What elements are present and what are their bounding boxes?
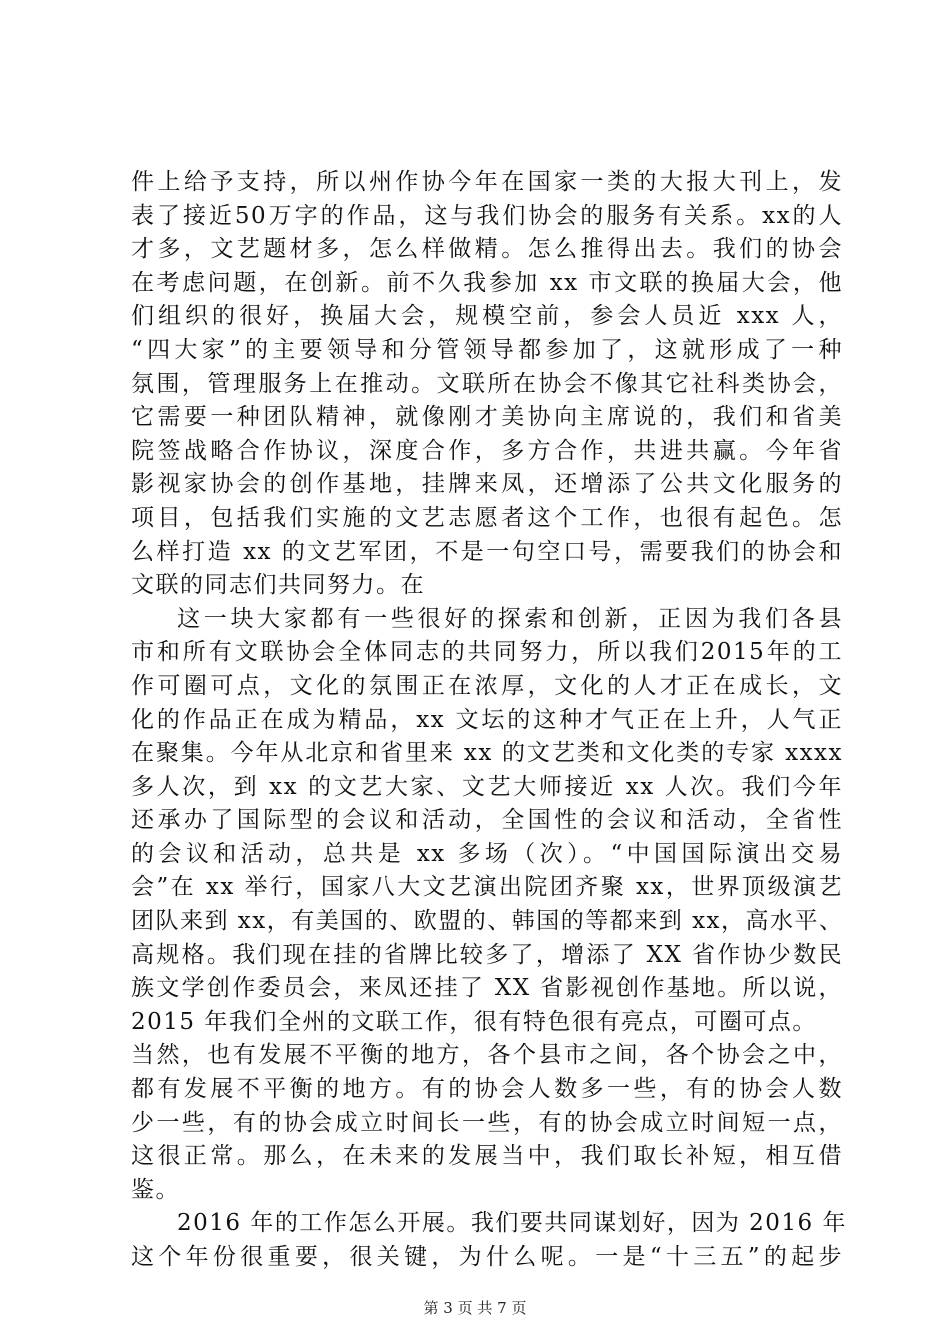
body-text: [131, 166, 847, 1275]
paragraph-start-line: 2016 年的工作怎么开展。我们要共同谋划好，因为 2016 年: [177, 1210, 847, 1237]
text-line: 市和所有文联协会全体同志的共同努力，所以我们2015年的工: [131, 639, 843, 666]
text-line: 团队来到 xx，有美国的、欧盟的、韩国的等都来到 xx，高水平、: [131, 908, 844, 935]
text-line: 的会议和活动，总共是 xx 多场（次）。“中国国际演出交易: [131, 840, 843, 867]
text-line: 影视家协会的创作基地，挂牌来凤，还增添了公共文化服务的: [131, 471, 843, 498]
text-line: 作可圈可点，文化的氛围正在浓厚，文化的人才正在成长，文: [131, 672, 843, 699]
text-line: 这个年份很重要，很关键，为什么呢。一是“十三五”的起步: [131, 1244, 843, 1270]
text-line: 项目，包括我们实施的文艺志愿者这个工作，也很有起色。怎: [131, 504, 843, 531]
text-line: 氛围，管理服务上在推动。文联所在协会不像其它社科类协会，: [131, 370, 843, 397]
text-line: 会”在 xx 举行，国家八大文艺演出院团齐聚 xx，世界顶级演艺: [131, 874, 843, 901]
page-number-footer: 第 3 页 共 7 页: [423, 1299, 527, 1317]
text-line: 件上给予支持，所以州作协今年在国家一类的大报大刊上，发: [131, 169, 843, 195]
text-line: 2015 年我们全州的文联工作，很有特色很有亮点，可圈可点。: [131, 1008, 817, 1035]
text-line: 在聚集。今年从北京和省里来 xx 的文艺类和文化类的专家 xxxx: [131, 740, 843, 767]
text-line: 高规格。我们现在挂的省牌比较多了，增添了 XX 省作协少数民: [131, 941, 843, 968]
text-line: 么样打造 xx 的文艺军团，不是一句空口号，需要我们的协会和: [131, 538, 843, 565]
text-line: 都有发展不平衡的地方。有的协会人数多一些，有的协会人数: [131, 1076, 843, 1103]
text-line: 还承办了国际型的会议和活动，全国性的会议和活动，全省性: [131, 807, 843, 834]
text-line: 们组织的很好，换届大会，规模空前，参会人员近 xxx 人，: [131, 303, 843, 330]
text-line: “四大家”的主要领导和分管领导都参加了，这就形成了一种: [131, 336, 843, 363]
text-line: 表了接近50万字的作品，这与我们协会的服务有关系。xx的人: [131, 202, 843, 229]
text-line: 当然，也有发展不平衡的地方，各个县市之间，各个协会之中，: [131, 1042, 843, 1069]
text-line: 这很正常。那么，在未来的发展当中，我们取长补短，相互借: [131, 1143, 843, 1170]
text-line: 少一些，有的协会成立时间长一些，有的协会成立时间短一点，: [131, 1109, 843, 1136]
text-line: 族文学创作委员会，来凤还挂了 XX 省影视创作基地。所以说，: [131, 975, 843, 1002]
text-line: 化的作品正在成为精品，xx 文坛的这种才气正在上升，人气正: [131, 706, 843, 733]
text-line: 在考虑问题，在创新。前不久我参加 xx 市文联的换届大会，他: [131, 269, 843, 296]
text-line: 多人次，到 xx 的文艺大家、文艺大师接近 xx 人次。我们今年: [131, 773, 843, 800]
paragraph-start-line: 这一块大家都有一些很好的探索和创新，正因为我们各县: [177, 605, 843, 632]
text-line: 它需要一种团队精神，就像刚才美协向主席说的，我们和省美: [131, 404, 843, 431]
text-line: 才多，文艺题材多，怎么样做精。怎么推得出去。我们的协会: [131, 236, 843, 263]
text-line: 院签战略合作协议，深度合作，多方合作，共进共赢。今年省: [131, 437, 843, 464]
text-line: 文联的同志们共同努力。在: [131, 572, 425, 599]
text-line: 鉴。: [131, 1176, 180, 1203]
